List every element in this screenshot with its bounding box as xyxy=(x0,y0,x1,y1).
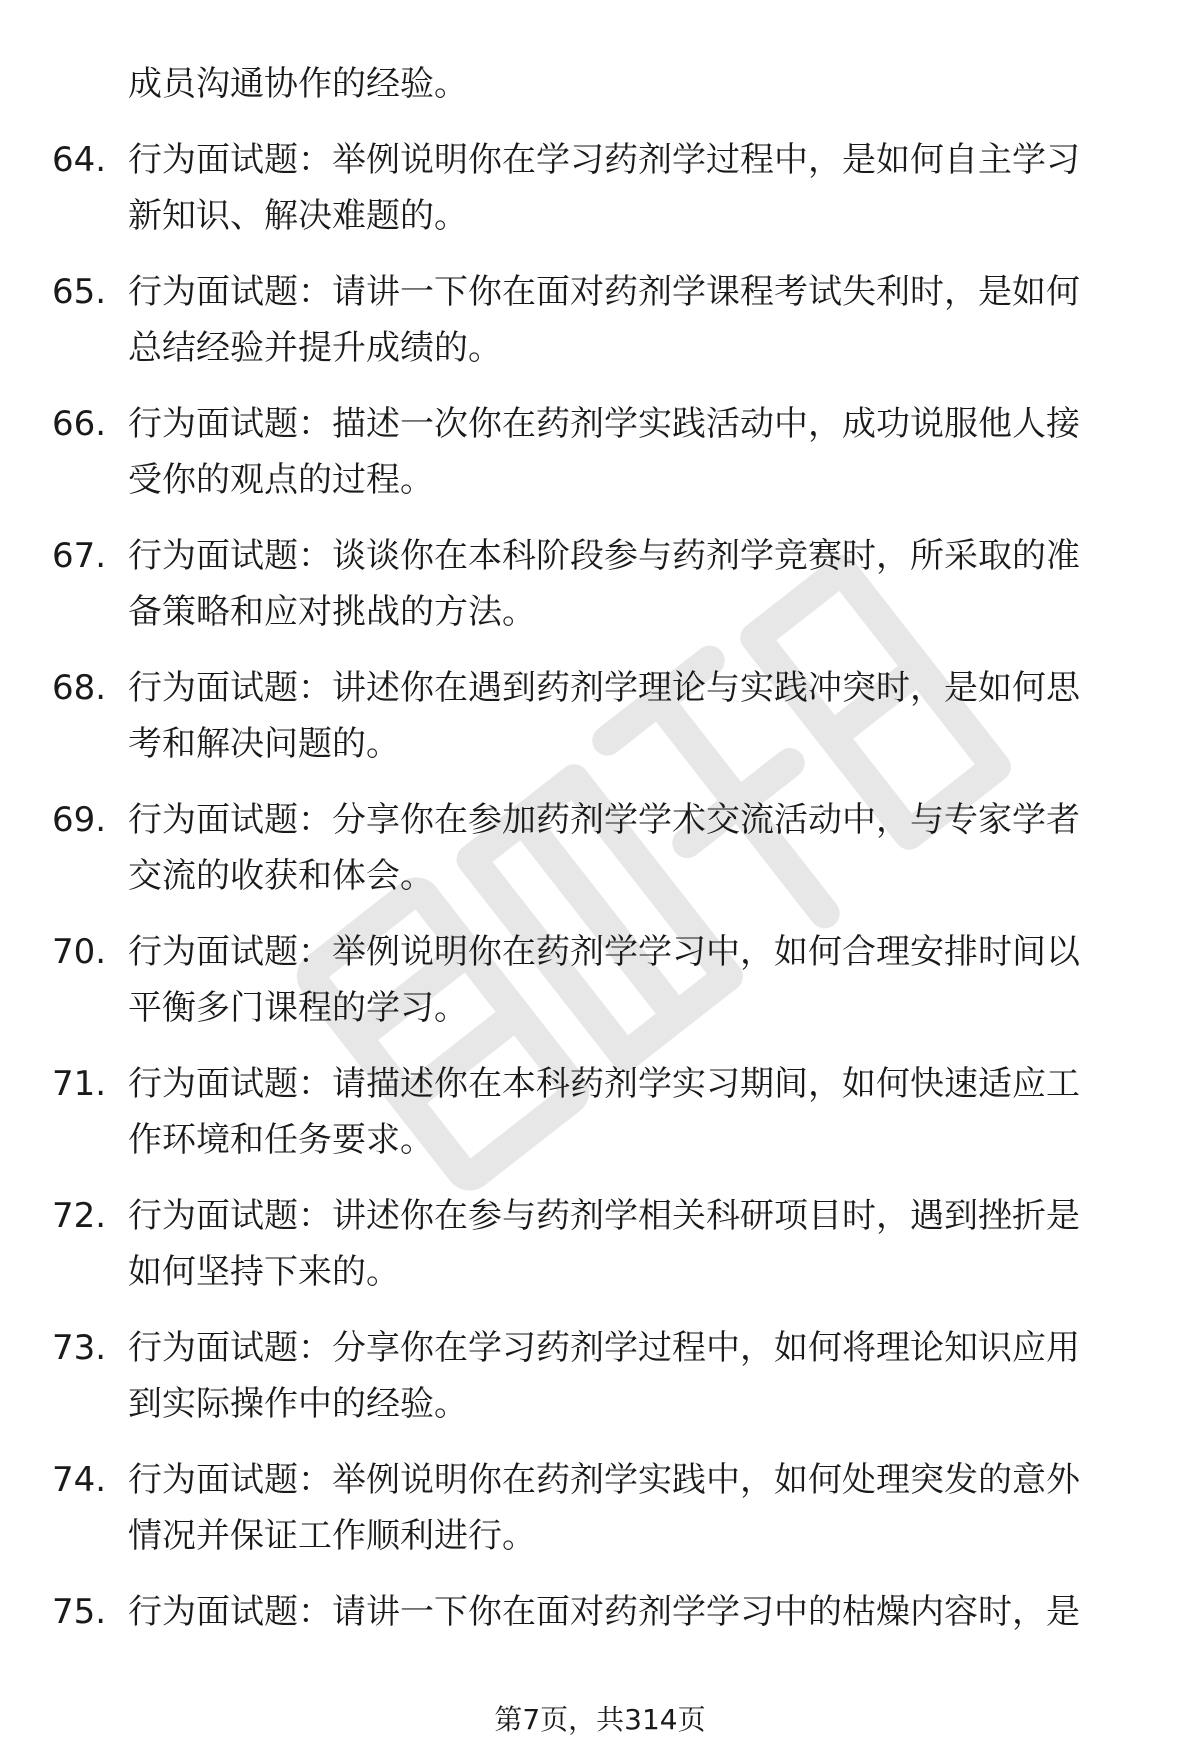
item-text-line2: 总结经验并提升成绩的。 xyxy=(128,328,502,368)
item-text-line1: 行为面试题：举例说明你在药剂学实践中，如何处理突发的意外 xyxy=(128,1460,1080,1500)
continuation-line: 成员沟通协作的经验。 xyxy=(128,64,468,104)
list-item xyxy=(52,132,1134,244)
item-text-line2: 备策略和应对挑战的方法。 xyxy=(128,592,536,632)
item-text-line1: 行为面试题：分享你在学习药剂学过程中，如何将理论知识应用 xyxy=(128,1328,1080,1368)
item-text-line2: 作环境和任务要求。 xyxy=(128,1120,434,1160)
item-number: 72. xyxy=(52,1196,107,1236)
item-text-line1: 行为面试题：举例说明你在学习药剂学过程中，是如何自主学习 xyxy=(128,140,1080,180)
item-number: 66. xyxy=(52,404,107,444)
item-number: 64. xyxy=(52,140,107,180)
item-text-line2: 考和解决问题的。 xyxy=(128,724,400,764)
list-item xyxy=(52,1452,1134,1564)
list-item xyxy=(52,396,1134,508)
item-text-line2: 交流的收获和体会。 xyxy=(128,856,434,896)
list-item xyxy=(52,264,1134,376)
item-text-line1: 行为面试题：分享你在参加药剂学学术交流活动中，与专家学者 xyxy=(128,800,1080,840)
item-text-line1: 行为面试题：讲述你在遇到药剂学理论与实践冲突时，是如何思 xyxy=(128,668,1080,708)
item-text-line1: 行为面试题：请讲一下你在面对药剂学课程考试失利时，是如何 xyxy=(128,272,1080,312)
item-text-line1: 行为面试题：请描述你在本科药剂学实习期间，如何快速适应工 xyxy=(128,1064,1080,1104)
list-item xyxy=(52,528,1134,640)
item-number: 75. xyxy=(52,1592,107,1632)
question-list xyxy=(52,56,1152,1660)
list-item xyxy=(52,792,1134,904)
item-text-line2: 如何坚持下来的。 xyxy=(128,1252,400,1292)
item-text-line1: 行为面试题：讲述你在参与药剂学相关科研项目时，遇到挫折是 xyxy=(128,1196,1080,1236)
item-number: 71. xyxy=(52,1064,107,1104)
item-text-line2: 平衡多门课程的学习。 xyxy=(128,988,468,1028)
list-item xyxy=(52,924,1134,1036)
list-item xyxy=(52,660,1134,772)
item-text-line2: 受你的观点的过程。 xyxy=(128,460,434,500)
item-text-line1: 行为面试题：举例说明你在药剂学学习中，如何合理安排时间以 xyxy=(128,932,1080,972)
item-text-line1: 行为面试题：描述一次你在药剂学实践活动中，成功说服他人接 xyxy=(128,404,1080,444)
item-text-line2: 到实际操作中的经验。 xyxy=(128,1384,468,1424)
item-number: 65. xyxy=(52,272,107,312)
item-number: 68. xyxy=(52,668,107,708)
item-text-line2: 情况并保证工作顺利进行。 xyxy=(128,1516,536,1556)
item-number: 69. xyxy=(52,800,107,840)
item-number: 70. xyxy=(52,932,107,972)
list-item xyxy=(52,1584,1134,1640)
page-footer: 第7页，共314页 xyxy=(494,1703,706,1736)
item-text-line2: 新知识、解决难题的。 xyxy=(128,196,468,236)
item-text-line1: 行为面试题：请讲一下你在面对药剂学学习中的枯燥内容时，是 xyxy=(128,1592,1080,1632)
list-item xyxy=(52,1188,1134,1300)
list-item xyxy=(52,1056,1134,1168)
item-number: 73. xyxy=(52,1328,107,1368)
item-number: 74. xyxy=(52,1460,107,1500)
item-text-line1: 行为面试题：谈谈你在本科阶段参与药剂学竞赛时，所采取的准 xyxy=(128,536,1080,576)
list-item xyxy=(52,1320,1134,1432)
item-number: 67. xyxy=(52,536,107,576)
